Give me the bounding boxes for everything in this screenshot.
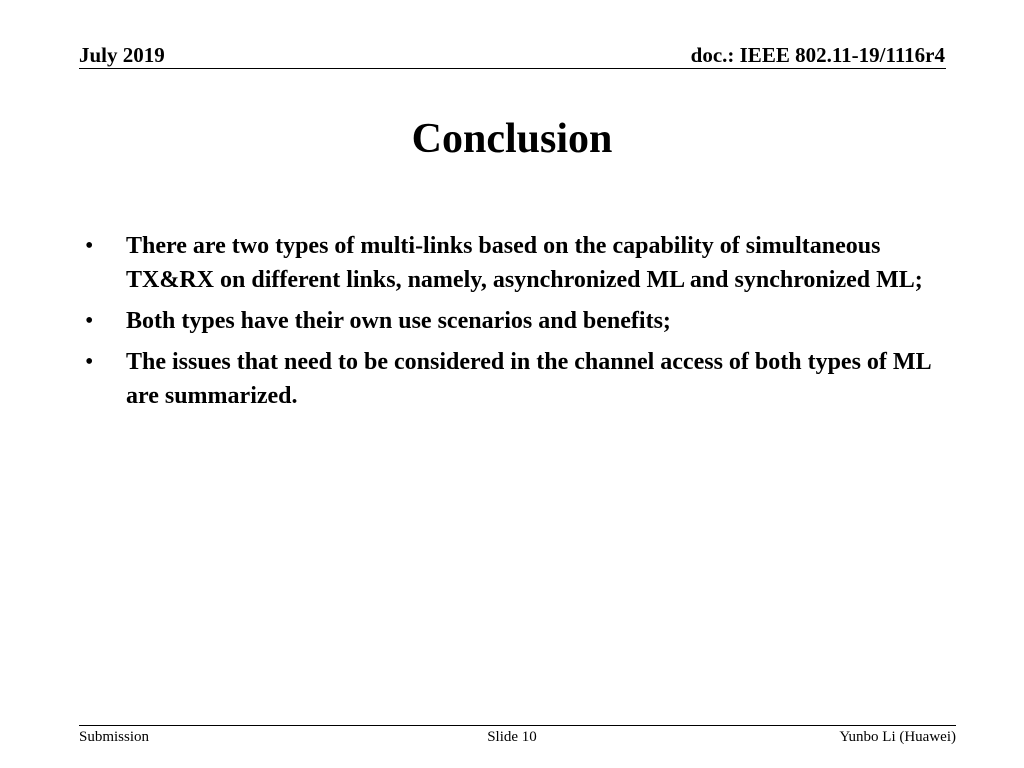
bullet-text: Both types have their own use scenarios and benefits;: [126, 308, 671, 334]
bullet-list: [79, 229, 959, 420]
footer-author: Yunbo Li (Huawei): [839, 729, 956, 745]
footer-submission: Submission: [79, 729, 150, 745]
footer-slide-number: Slide 10: [487, 729, 537, 745]
header-divider: [79, 68, 946, 69]
slide-title: Conclusion: [411, 116, 613, 162]
bullet-text: There are two types of multi-links based on the capability of simultaneous TX&RX on different links, namely, asynchronized ML and synchronized ML;: [126, 233, 923, 293]
bullet-item: [79, 229, 959, 297]
bullet-marker: •: [85, 233, 94, 259]
bullet-item: [79, 304, 959, 338]
header-date: July 2019: [79, 43, 165, 67]
bullet-marker: •: [85, 308, 94, 334]
header-doc-id: doc.: IEEE 802.11-19/1116r4: [690, 43, 945, 67]
bullet-marker: •: [85, 349, 94, 375]
footer-divider: [79, 725, 956, 726]
bullet-item: [79, 345, 959, 413]
bullet-text: The issues that need to be considered in the channel access of both types of ML are summarized.: [126, 349, 931, 409]
